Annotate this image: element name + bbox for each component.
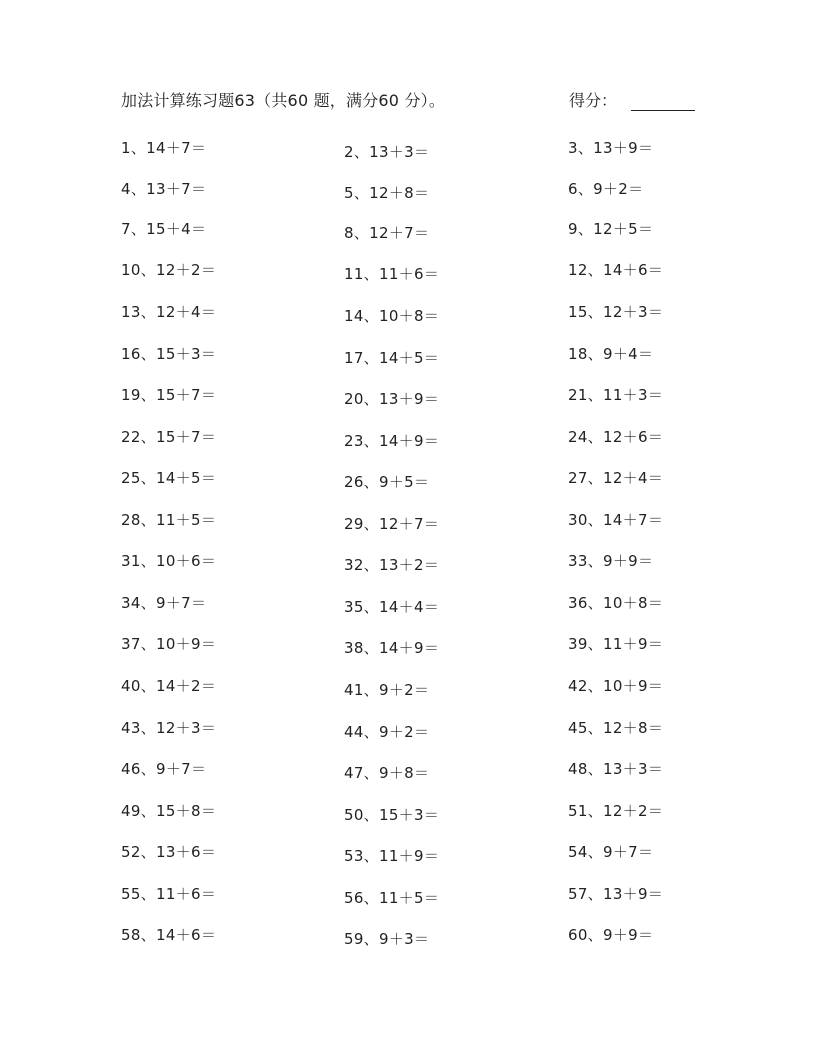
problem-item: 5、12＋8＝ [344, 184, 430, 202]
problem-item: 1、14＋7＝ [121, 139, 207, 157]
problem-item: 48、13＋3＝ [568, 760, 664, 778]
problem-item: 18、9＋4＝ [568, 345, 654, 363]
problem-item: 22、15＋7＝ [121, 428, 217, 446]
problem-item: 57、13＋9＝ [568, 885, 664, 903]
problem-item: 27、12＋4＝ [568, 469, 664, 487]
problem-item: 32、13＋2＝ [344, 556, 440, 574]
problem-item: 59、9＋3＝ [344, 930, 430, 948]
page-title: 加法计算练习题63（共60 题，满分60 分）。 [121, 91, 446, 110]
problem-item: 9、12＋5＝ [568, 220, 654, 238]
problem-item: 34、9＋7＝ [121, 594, 207, 612]
problem-item: 37、10＋9＝ [121, 635, 217, 653]
problem-item: 40、14＋2＝ [121, 677, 217, 695]
problem-item: 60、9＋9＝ [568, 926, 654, 944]
problem-item: 13、12＋4＝ [121, 303, 217, 321]
problem-item: 44、9＋2＝ [344, 723, 430, 741]
problem-item: 38、14＋9＝ [344, 639, 440, 657]
problem-item: 10、12＋2＝ [121, 261, 217, 279]
problem-item: 7、15＋4＝ [121, 220, 207, 238]
problem-item: 12、14＋6＝ [568, 261, 664, 279]
problem-item: 41、9＋2＝ [344, 681, 430, 699]
problem-item: 15、12＋3＝ [568, 303, 664, 321]
problem-item: 47、9＋8＝ [344, 764, 430, 782]
problem-item: 30、14＋7＝ [568, 511, 664, 529]
problem-item: 51、12＋2＝ [568, 802, 664, 820]
problem-item: 36、10＋8＝ [568, 594, 664, 612]
score-blank-line[interactable] [631, 92, 695, 111]
problem-item: 16、15＋3＝ [121, 345, 217, 363]
problem-item: 23、14＋9＝ [344, 432, 440, 450]
problem-item: 2、13＋3＝ [344, 143, 430, 161]
problem-item: 21、11＋3＝ [568, 386, 664, 404]
problem-item: 46、9＋7＝ [121, 760, 207, 778]
problem-item: 20、13＋9＝ [344, 390, 440, 408]
problem-item: 24、12＋6＝ [568, 428, 664, 446]
problem-item: 53、11＋9＝ [344, 847, 440, 865]
problem-item: 33、9＋9＝ [568, 552, 654, 570]
problem-item: 52、13＋6＝ [121, 843, 217, 861]
problem-item: 25、14＋5＝ [121, 469, 217, 487]
problem-item: 54、9＋7＝ [568, 843, 654, 861]
problem-item: 8、12＋7＝ [344, 224, 430, 242]
problem-item: 56、11＋5＝ [344, 889, 440, 907]
problem-item: 35、14＋4＝ [344, 598, 440, 616]
problem-item: 11、11＋6＝ [344, 265, 440, 283]
problem-item: 4、13＋7＝ [121, 180, 207, 198]
problem-item: 55、11＋6＝ [121, 885, 217, 903]
problem-item: 6、9＋2＝ [568, 180, 644, 198]
problem-item: 58、14＋6＝ [121, 926, 217, 944]
problem-item: 42、10＋9＝ [568, 677, 664, 695]
problem-item: 45、12＋8＝ [568, 719, 664, 737]
problem-item: 31、10＋6＝ [121, 552, 217, 570]
problem-item: 19、15＋7＝ [121, 386, 217, 404]
score-label: 得分： [569, 91, 618, 110]
problem-item: 43、12＋3＝ [121, 719, 217, 737]
problem-item: 26、9＋5＝ [344, 473, 430, 491]
problem-item: 3、13＋9＝ [568, 139, 654, 157]
problem-item: 17、14＋5＝ [344, 349, 440, 367]
problem-item: 14、10＋8＝ [344, 307, 440, 325]
problem-item: 28、11＋5＝ [121, 511, 217, 529]
score-area [569, 88, 695, 111]
problem-item: 49、15＋8＝ [121, 802, 217, 820]
problem-item: 39、11＋9＝ [568, 635, 664, 653]
problem-item: 29、12＋7＝ [344, 515, 440, 533]
problem-item: 50、15＋3＝ [344, 806, 440, 824]
